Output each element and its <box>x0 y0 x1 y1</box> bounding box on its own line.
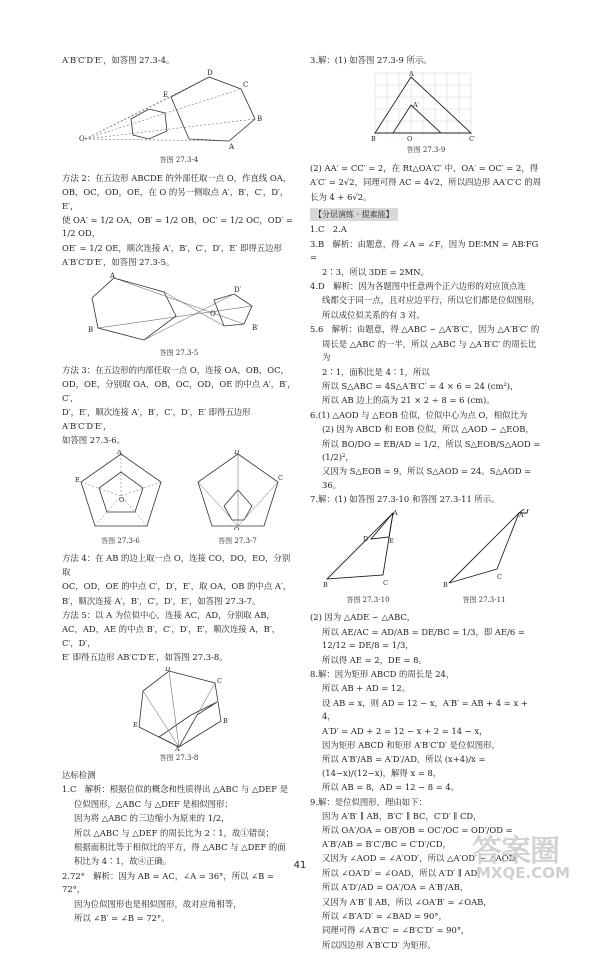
figure-27-3-6 <box>75 450 167 530</box>
figure-27-3-4 <box>79 69 279 153</box>
figure-27-3-11-wrap <box>439 509 529 612</box>
text-line: OB，OC，OD，OE，在 O 的另一侧取点 A′，B′，C′，D′，E′， <box>62 187 289 211</box>
text-line: 所以 S△ABC = 4S△A′B′C′ = 4 × 6 = 24 (cm²)， <box>322 380 519 391</box>
svg-text:O: O <box>79 135 85 144</box>
text-line: 2∶3，所以 3DE = 2MN。 <box>322 266 429 277</box>
watermark-logo <box>472 826 584 888</box>
text-line: 所以 ∠B′ = ∠B = 72°。 <box>74 913 170 924</box>
text-line: 又因为 ∠AOD = ∠A′OD′，所以 △A′OD′ ∽ △AOD， <box>322 853 524 864</box>
text-line: 线都交于同一点，且对应边平行，所以它们都是位似图形， <box>322 295 540 306</box>
svg-text:C′: C′ <box>469 135 476 144</box>
text-line: 方法 4：在 AB 的边上取一点 O，连接 CO，DO，EO，分别取 <box>62 553 291 577</box>
figure-caption: 答图 27.3-9 <box>406 146 446 155</box>
text-line: 所以 AB = 8，AD = 12 − 8 = 4。 <box>322 782 460 793</box>
svg-text:C: C <box>383 578 388 587</box>
text-line: (2) 因为 △ADE ∽ △ABC， <box>310 612 416 623</box>
figure-caption: 答图 27.3-5 <box>159 348 199 357</box>
figure-27-3-10-wrap <box>323 509 413 612</box>
figure-27-3-7-wrap <box>192 450 284 553</box>
text-line: 设 AB = x，则 AD = 12 − x，A′B′ = AB + 4 = x + 4， <box>322 697 528 722</box>
text-line: (2) 因为 ABCD 和 EOB 位似，所以 △AOD ∽ △EOB， <box>322 424 534 435</box>
svg-text:B: B <box>223 716 228 725</box>
text-line: 所以 ∠B′A′D′ = ∠BAD = 90°， <box>322 910 447 921</box>
text-line: 因为将 △ABC 的三边缩小为原来的 1/2， <box>74 813 230 824</box>
text-line: A′D′ = AD + 2 = 12 − x + 2 = 14 − x， <box>322 725 488 736</box>
text-line: 方法 3：在五边形的内部任取一点 O，连接 OA，OB，OC， <box>62 365 289 376</box>
text-line: 所以 A′B′/AB = A′D′/AD，所以 (x+4)/x = (14−x)/(12−x)，解得 x = 8， <box>322 754 486 778</box>
svg-text:A: A <box>229 143 235 152</box>
figure-27-3-6-wrap <box>75 450 167 553</box>
text-line: 位似图形，△ABC 与 △DEF 是相似图形； <box>74 798 233 809</box>
svg-text:C: C <box>277 473 283 482</box>
svg-text:E: E <box>74 475 80 484</box>
text-line: (2) AA′ = CC′ = 2，在 Rt△OA′C′ 中，OA′ = OC′ = 2，得 <box>310 162 539 173</box>
page-number: 41 <box>293 860 307 871</box>
svg-text:B: B <box>323 580 328 589</box>
text-line: 所以 △ABC 与 △DEF 的周长比为 2∶1，故①错误； <box>74 827 274 838</box>
svg-text:E: E <box>389 536 394 545</box>
figure-caption: 答图 27.3-11 <box>462 595 506 604</box>
text-line: A′C′ = 2√2，同理可得 AC = 4√2，所以四边形 AA′C′C 的周 <box>310 177 541 188</box>
svg-text:B: B <box>257 115 263 124</box>
text-line: 长为 4 + 6√2。 <box>310 191 372 202</box>
svg-text:B′: B′ <box>252 323 259 332</box>
svg-text:O: O <box>233 525 239 530</box>
svg-text:E: E <box>133 720 138 729</box>
text-line: 方法 2：在五边形 ABCDE 的外部任取一点 O，作直线 OA， <box>62 172 292 183</box>
svg-text:A: A <box>116 449 122 456</box>
text-line: 3.B 解析：由题意，得 ∠A = ∠F，因为 DE∶MN = AB∶FG = <box>310 238 539 263</box>
text-line: 所以 ∠OA′D′ = ∠OAD，所以 A′D′ ∥ AD， <box>322 867 486 878</box>
figure-27-3-8 <box>129 667 229 751</box>
text-line: 所以 AB + AD = 12。 <box>322 683 411 694</box>
figure-caption: 答图 27.3-8 <box>159 753 199 762</box>
figure-caption: 答图 27.3-6 <box>101 536 140 545</box>
text-line: 根据面积比等于相似比的平方，得 △ABC 与 △DEF 的面 <box>74 842 286 852</box>
text-line: 2.72° 解析：因为 AB = AC，∠A = 36°，所以 ∠B = 72°， <box>62 870 275 895</box>
figure-27-3-7 <box>192 450 284 530</box>
svg-text:A′: A′ <box>413 101 420 110</box>
text-line: 方法 5：以 A 为位似中心，连接 AC，AD，分别取 AB， <box>62 609 275 620</box>
svg-text:O: O <box>407 135 413 144</box>
text-line: E′ 即得五边形 AB′C′D′E′，如答图 27.3-8。 <box>62 652 228 663</box>
text-line: 同理可得 ∠A′B′C′ = ∠B′C′D′ = 90°， <box>322 925 470 936</box>
svg-text:O: O <box>118 495 124 504</box>
svg-text:B: B <box>371 135 376 144</box>
watermark-text: 答案圈 <box>472 834 559 869</box>
text-line: 2∶1，面积比是 4∶1，所以 <box>322 366 430 377</box>
text-line: 所以 BO/DO = EB/AD = 1/2，所以 S△EOB/S△AOD = (1/2)²， <box>322 438 541 462</box>
text-line: 如答图 27.3-6。 <box>62 435 125 446</box>
text-line: 所以 OA′/OA = OB′/OB = OC′/OC = OD′/OD = A′B′/AB = B′C′/BC = C′D′/CD， <box>322 825 513 849</box>
figure-27-3-11 <box>439 509 529 589</box>
figure-caption: 答图 27.3-10 <box>346 595 390 604</box>
text-line: 周长是 △ABC 的一半，所以 △ABC 与 △A′B′C′ 的周长比为 <box>322 338 537 363</box>
figure-row <box>310 509 542 612</box>
left-column <box>62 54 296 926</box>
text-line: A′B′C′D′E′，如答图 27.3-5。 <box>62 257 175 268</box>
text-line: 8.解：因为矩形 ABCD 的周长是 24， <box>310 669 455 679</box>
figure-27-3-10 <box>323 509 413 589</box>
text-line: 使 OA′ = 1/2 OA，OB′ = 1/2 OB，OC′ = 1/2 OC，OD′ = 1/2 OD， <box>62 215 293 239</box>
svg-text:D: D <box>233 449 239 456</box>
text-line: OD，OE，分别取 OA，OB，OC，OD，OE 的中点 A′，B′，C′， <box>62 379 296 403</box>
section-heading: 【分层演练 · 提素能】 <box>310 208 398 221</box>
text-line: 积比为 4∶1，故④正确。 <box>74 856 172 867</box>
svg-text:A: A <box>393 508 398 517</box>
figure-27-3-9 <box>371 69 481 143</box>
text-line: AC，AD，AE 的中点 B′，C′，D′，E′，顺次连接 A，B′，C′，D′， <box>62 624 281 648</box>
right-column <box>310 54 542 953</box>
svg-text:O: O <box>210 309 216 318</box>
text-line: 9.解：是位似图形，理由如下： <box>310 796 427 807</box>
figure-caption: 答图 27.3-7 <box>218 536 257 545</box>
text-line: 因为 A′B′ ∥ AB，B′C′ ∥ BC，C′D′ ∥ CD， <box>322 811 482 822</box>
text-line: 所以四边形 A′B′C′D′ 为矩形。 <box>322 939 436 950</box>
svg-text:A: A <box>110 271 116 280</box>
text-line: 因为矩形 ABCD 和矩形 A′B′C′D′ 是位似图形， <box>322 740 500 751</box>
svg-text:D: D <box>207 69 213 78</box>
svg-text:C: C <box>217 676 222 685</box>
text-line: D′，E′，顺次连接 A′，B′，C′，D′，E′ 即得五边形 A′B′C′D′E′， <box>62 407 251 431</box>
figure-27-3-5 <box>84 272 274 346</box>
text-line: B′，顺次连接 A′，B′，C′，D′，E′，如答图 27.3-7。 <box>62 595 261 606</box>
text-line: 又因为 A′B′ ∥ AB，所以 ∠OA′B′ = ∠OAB， <box>322 896 492 907</box>
text-line: 6.(1) △AOD 与 △EOB 位似，位似中心为点 O，相似比为 <box>310 409 528 420</box>
svg-text:A: A <box>519 510 524 519</box>
text-line: 4.D 解析：因为各题图中任意两个正六边形的对应顶点连 <box>310 281 526 292</box>
svg-text:C: C <box>497 572 502 581</box>
text-line: 又因为 S△EOB = 9，所以 S△AOD = 24。S△AOD = 36。 <box>322 466 532 490</box>
text-line: 1.C 2.A <box>310 224 347 235</box>
svg-text:D: D <box>363 534 369 543</box>
text-line: 1.C 解析：根据位似的概念和性质得出 △ABC 与 △DEF 是 <box>62 784 289 795</box>
svg-text:C: C <box>243 81 249 90</box>
text-line: OC，OD，OE 的中点 C′，D′，E′，取 OA，OB 的中点 A′， <box>62 581 292 592</box>
text-line: A′B′C′D′E′，如答图 27.3-4。 <box>62 55 175 65</box>
section-heading: 达标检测 <box>62 769 96 780</box>
text-line: 所以得 AE = 2，DE = 8。 <box>322 654 427 665</box>
text-line: 所以 AB 边上的高为 21 × 2 ÷ 8 = 6 (cm)。 <box>322 395 495 406</box>
svg-text:B: B <box>443 580 448 589</box>
text-line: OE′ = 1/2 OE，顺次连接 A′，B′，C′，D′，E′ 即得五边形 <box>62 242 282 253</box>
svg-text:D′: D′ <box>234 285 242 294</box>
text-line: 所以成位似关系的有 3 对。 <box>322 309 425 320</box>
text-line: 3.解：(1) 如答图 27.3-9 所示。 <box>310 55 432 65</box>
figure-caption: 答图 27.3-4 <box>159 156 199 165</box>
text-line: 7.解：(1) 如答图 27.3-10 和答图 27.3-11 所示。 <box>310 494 500 505</box>
svg-text:B: B <box>88 325 94 334</box>
text-line: 因为位似图形也是相似图形，故对应角相等， <box>74 898 242 909</box>
svg-text:A: A <box>175 744 180 751</box>
svg-text:E: E <box>163 91 169 100</box>
text-line: 所以 AE/AC = AD/AB = DE/BC = 1/3，即 AE/6 = 12/12 = DE/8 = 1/3， <box>322 626 525 651</box>
text-line: 所以 A′D′/AD = OA′/OA = A′B′/AB， <box>322 882 469 893</box>
svg-text:D: D <box>165 666 171 673</box>
text-line: 5.6 解析：由题意，得 △ABC ∽ △A′B′C′，因为 △A′B′C′ 的 <box>310 324 540 335</box>
svg-text:A: A <box>409 70 414 79</box>
watermark-url: MXQE.COM <box>476 864 570 882</box>
figure-row <box>62 450 296 553</box>
